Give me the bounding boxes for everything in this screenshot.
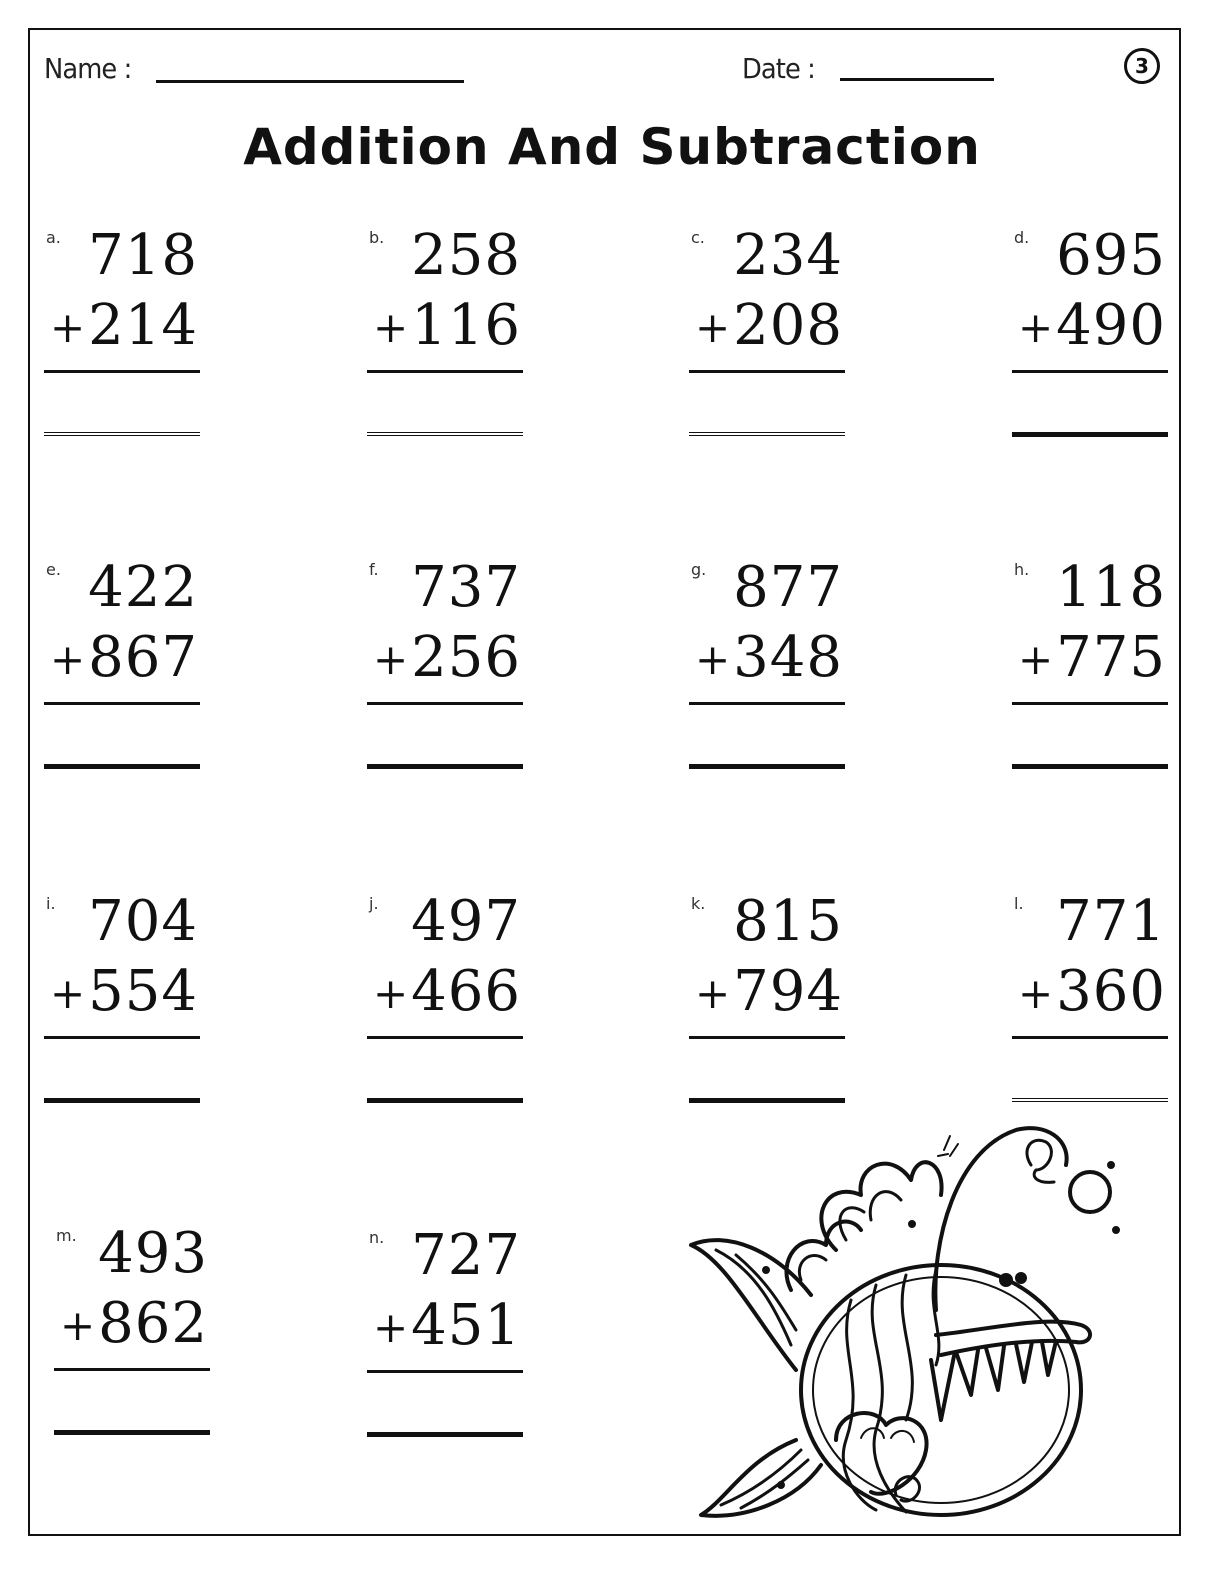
plus-sign: + (50, 635, 86, 684)
sum-rule (689, 1036, 845, 1039)
problem-bottom-number: 794 (733, 959, 843, 1024)
problem-e (44, 556, 204, 786)
problem-m (54, 1222, 214, 1452)
problem-l (1012, 890, 1172, 1120)
sum-rule (367, 1370, 523, 1373)
problem-c (689, 224, 849, 454)
sum-rule (44, 370, 200, 373)
problem-bottom-number: 116 (411, 293, 521, 358)
name-field-line[interactable] (156, 80, 464, 83)
name-label: Name : (44, 52, 132, 85)
answer-line[interactable] (44, 1098, 200, 1103)
answer-line[interactable] (689, 1098, 845, 1103)
plus-sign: + (1018, 635, 1054, 684)
problem-j (367, 890, 527, 1120)
plus-sign: + (695, 303, 731, 352)
sum-rule (44, 1036, 200, 1039)
problem-bottom-number: 360 (1056, 959, 1166, 1024)
anglerfish-icon (686, 1120, 1126, 1530)
problem-f (367, 556, 527, 786)
answer-line[interactable] (367, 764, 523, 769)
sum-rule (1012, 702, 1168, 705)
problem-d (1012, 224, 1172, 454)
plus-sign: + (50, 303, 86, 352)
problem-letter: k. (691, 894, 706, 913)
problem-letter: h. (1014, 560, 1030, 579)
sum-rule (689, 702, 845, 705)
problem-letter: m. (56, 1226, 77, 1245)
plus-sign: + (1018, 969, 1054, 1018)
problem-a (44, 224, 204, 454)
answer-line[interactable] (1012, 764, 1168, 769)
problem-k (689, 890, 849, 1120)
sum-rule (1012, 370, 1168, 373)
problem-b (367, 224, 527, 454)
date-label: Date : (742, 52, 815, 85)
sum-rule (367, 370, 523, 373)
problem-letter: g. (691, 560, 707, 579)
answer-line[interactable] (367, 432, 523, 436)
answer-line[interactable] (1012, 432, 1168, 437)
problem-top-number: 727 (411, 1223, 521, 1288)
problem-bottom-number: 867 (88, 625, 198, 690)
problem-top-number: 877 (733, 555, 843, 620)
problem-i (44, 890, 204, 1120)
problem-letter: d. (1014, 228, 1030, 247)
problem-top-number: 695 (1056, 223, 1166, 288)
problem-top-number: 258 (411, 223, 521, 288)
plus-sign: + (1018, 303, 1054, 352)
answer-line[interactable] (689, 764, 845, 769)
problem-letter: b. (369, 228, 385, 247)
problem-bottom-number: 466 (411, 959, 521, 1024)
problem-bottom-number: 214 (88, 293, 198, 358)
problem-top-number: 118 (1056, 555, 1166, 620)
problem-g (689, 556, 849, 786)
problem-letter: n. (369, 1228, 385, 1247)
problem-bottom-number: 348 (733, 625, 843, 690)
plus-sign: + (50, 969, 86, 1018)
date-field-line[interactable] (840, 78, 994, 81)
problem-bottom-number: 554 (88, 959, 198, 1024)
answer-line[interactable] (54, 1430, 210, 1435)
sum-rule (689, 370, 845, 373)
plus-sign: + (695, 969, 731, 1018)
problem-top-number: 497 (411, 889, 521, 954)
page-number-badge: 3 (1124, 48, 1160, 84)
problem-letter: e. (46, 560, 61, 579)
problem-bottom-number: 862 (98, 1291, 208, 1356)
answer-line[interactable] (367, 1432, 523, 1437)
problem-bottom-number: 256 (411, 625, 521, 690)
answer-line[interactable] (1012, 1098, 1168, 1102)
problem-bottom-number: 451 (411, 1293, 521, 1358)
plus-sign: + (373, 969, 409, 1018)
problem-letter: f. (369, 560, 379, 579)
answer-line[interactable] (44, 764, 200, 769)
problem-letter: j. (369, 894, 379, 913)
plus-sign: + (60, 1301, 96, 1350)
sum-rule (367, 702, 523, 705)
worksheet-title: Addition And Subtraction (243, 118, 981, 176)
problem-top-number: 771 (1056, 889, 1166, 954)
problem-bottom-number: 775 (1056, 625, 1166, 690)
plus-sign: + (695, 635, 731, 684)
problem-letter: c. (691, 228, 705, 247)
problem-top-number: 422 (88, 555, 198, 620)
answer-line[interactable] (689, 432, 845, 436)
problem-top-number: 234 (733, 223, 843, 288)
problem-bottom-number: 490 (1056, 293, 1166, 358)
sum-rule (44, 702, 200, 705)
problem-n (367, 1224, 527, 1454)
problem-h (1012, 556, 1172, 786)
plus-sign: + (373, 1303, 409, 1352)
sum-rule (54, 1368, 210, 1371)
plus-sign: + (373, 635, 409, 684)
sum-rule (367, 1036, 523, 1039)
problem-top-number: 815 (733, 889, 843, 954)
answer-line[interactable] (367, 1098, 523, 1103)
plus-sign: + (373, 303, 409, 352)
problem-top-number: 493 (98, 1221, 208, 1286)
problem-top-number: 737 (411, 555, 521, 620)
problem-bottom-number: 208 (733, 293, 843, 358)
sum-rule (1012, 1036, 1168, 1039)
problem-letter: i. (46, 894, 56, 913)
problem-top-number: 718 (88, 223, 198, 288)
problem-letter: a. (46, 228, 61, 247)
problem-letter: l. (1014, 894, 1024, 913)
problem-top-number: 704 (88, 889, 198, 954)
answer-line[interactable] (44, 432, 200, 436)
